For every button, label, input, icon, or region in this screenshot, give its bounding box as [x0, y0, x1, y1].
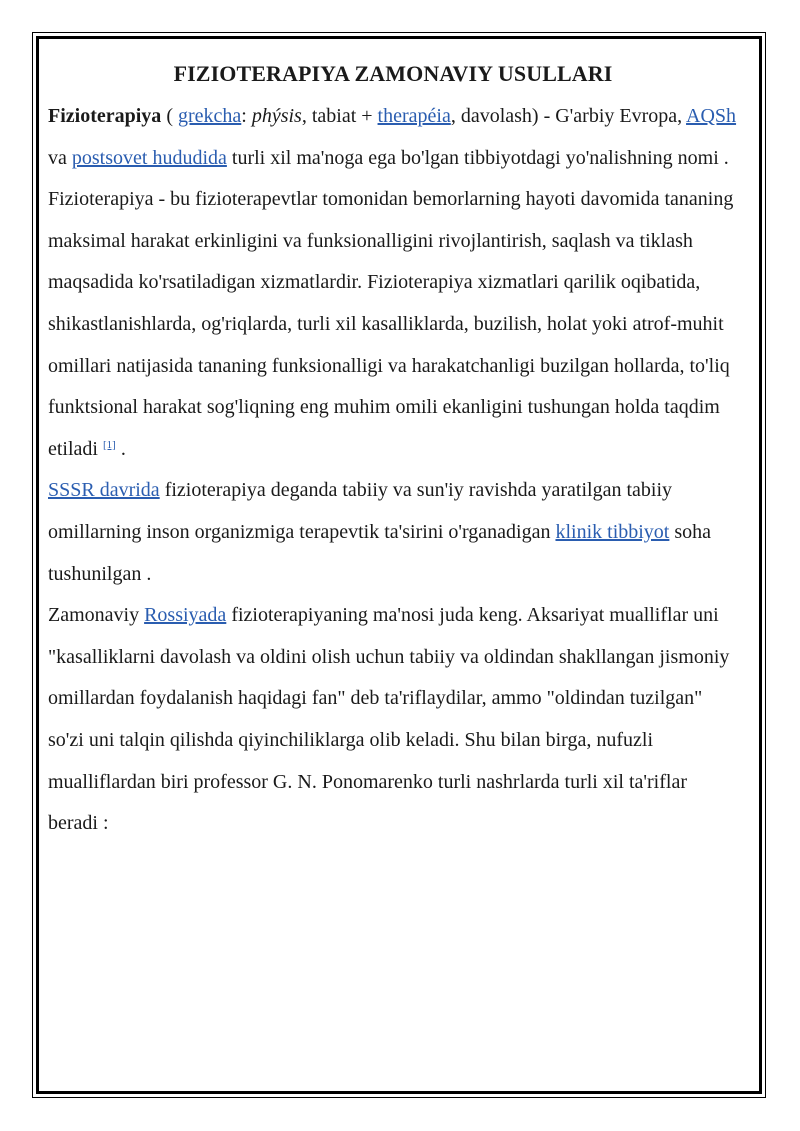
paragraph-definition	[48, 96, 738, 179]
term-physis: phýsis	[251, 105, 302, 127]
link-rossiya[interactable]: Rossiyada	[144, 604, 227, 627]
text-segment: fizioterapiyaning ma'nosi juda keng. Aksariyat mualliflar uni "kasalliklarni davolash va oldini olish uchun tabiiy va oldindan shakllangan jismoniy omillardan foydalanish haqidagi fan" deb ta'riflaydilar, ammo "oldindan tuzilgan" so'zi uni talqin qilishda qiyinchiliklarga olib keladi. Shu bilan birga, nufuzli mualliflardan biri professor G. N. Ponomarenko turli nashrlarda turli xil ta'riflar beradi :	[48, 604, 730, 835]
link-klinik[interactable]: klinik tibbiyot	[555, 520, 670, 543]
reference-sup	[103, 439, 116, 451]
link-postsovet[interactable]: postsovet hududida	[71, 146, 227, 169]
document-body	[48, 56, 738, 845]
document-title: FIZIOTERAPIYA ZAMONAVIY USULLARI	[173, 61, 613, 86]
text-segment: Zamonaviy	[48, 604, 145, 627]
reference-link-1[interactable]: [1]	[102, 438, 116, 451]
paragraph-sssr	[48, 470, 738, 595]
link-therapeia[interactable]: therapéia	[377, 105, 451, 127]
paragraph-rossiya	[48, 595, 738, 845]
link-grekcha[interactable]: grekcha	[177, 105, 242, 127]
link-sssr[interactable]: SSSR davrida	[48, 479, 160, 502]
text-segment: , davolash) - G'arbiy Evropa,	[450, 105, 687, 127]
link-aqsh[interactable]: AQSh	[686, 105, 737, 127]
term-bold: Fizioterapiya	[48, 105, 162, 127]
text-segment: turli xil ma'noga ega bo'lgan tibbiyotdagi yo'nalishning nomi .	[226, 146, 729, 169]
text-segment: fizioterapiya deganda tabiiy va sun'iy ravishda yaratilgan tabiiy omillarning inson organizmiga terapevtik ta'sirini o'rganadigan	[48, 479, 673, 543]
text-segment: soha tushunilgan .	[48, 520, 712, 585]
text-segment: , tabiat +	[301, 105, 378, 127]
text-segment: :	[241, 105, 252, 127]
paragraph-services	[48, 179, 738, 470]
text-segment: Fizioterapiya - bu fizioterapevtlar tomonidan bemorlarning hayoti davomida tananing maksimal harakat erkinligini va funksionalligini rivojlantirish, saqlash va tiklash maqsadida ko'rsatiladigan xizmatlardir. Fizioterapiya xizmatlari qarilik oqibatida, shikastlanishlarda, og'riqlarda, turli xil kasalliklarda, buzilish, holat yoki atrof-muhit omillari natijasida tananing funksionalligi va harakatchanligi buzilgan hollarda, to'liq funktsional harakat sog'liqning eng muhim omili ekanligini tushungan holda taqdim etiladi	[48, 188, 734, 460]
text-segment: va	[48, 146, 72, 169]
text-segment: (	[161, 105, 178, 127]
text-segment: .	[115, 437, 126, 460]
